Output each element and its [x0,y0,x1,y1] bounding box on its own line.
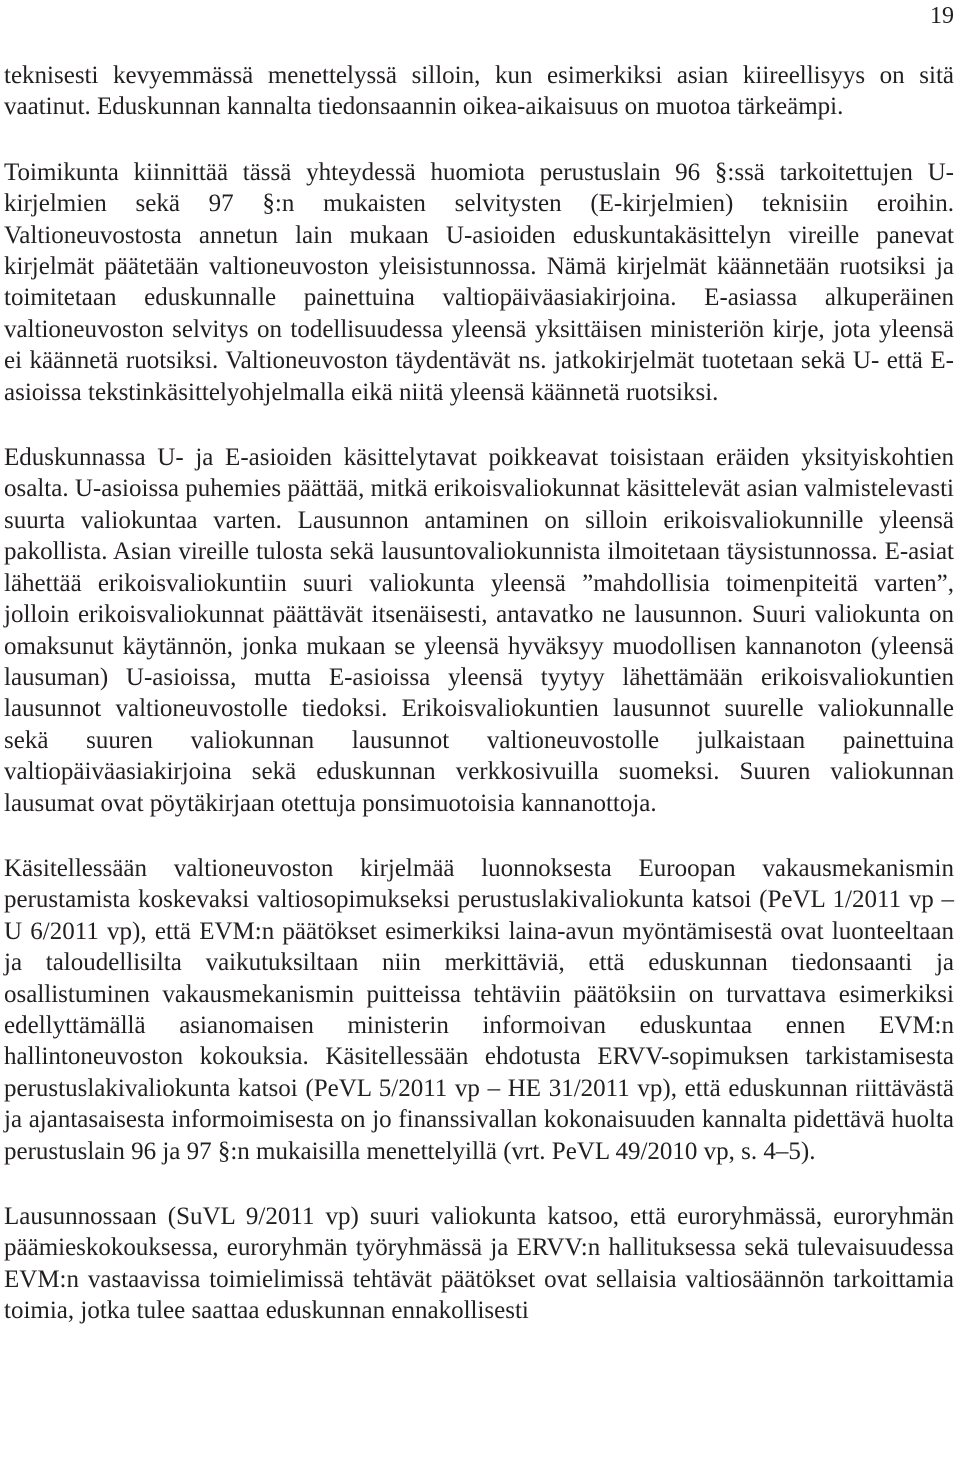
paragraph-5: Lausunnossaan (SuVL 9/2011 vp) suuri valiokunta katsoo, että euroryhmässä, euroryhmän päämieskokouksessa, euroryhmän työryhmässä ja ERVV:n hallituksessa sekä tulevaisuudessa EVM:n vastaavissa toimielimissä tehtävät päätökset ovat sellaisia valtiosäännön tarkoittamia toimia, jotka tulee saattaa eduskunnan ennakollisesti [4,1203,954,1325]
paragraph-4: Käsitellessään valtioneuvoston kirjelmää luonnoksesta Euroopan vakausmekanismin perustamista koskevaksi valtiosopimukseksi perustuslakivaliokunta katsoi (PeVL 1/2011 vp – U 6/2011 vp), että EVM:n päätökset esimerkiksi laina-avun myöntämisestä ovat luonteeltaan ja taloudellisilta vaikutuksiltaan niin merkittäviä, että eduskunnan tiedonsaanti ja osallistuminen vakausmekanismin puitteissa tehtäviin päätöksiin on turvattava esimerkiksi edellyttämällä asianomaisen ministerin informoivan eduskuntaa ennen EVM:n hallintoneuvoston kokouksia. Käsitellessään ehdotusta ERVV-sopimuksen tarkistamisesta perustuslakivaliokunta katsoi (PeVL 5/2011 vp – HE 31/2011 vp), että eduskunnan riittävästä ja ajantasaisesta informoimisesta on jo finanssivallan kokonaisuuden kannalta pidettävä huolta perustuslain 96 ja 97 §:n mukaisilla menettelyillä (vrt. PeVL 49/2010 vp, s. 4–5). [4,854,954,1165]
paragraph-1: teknisesti kevyemmässä menettelyssä silloin, kun esimerkiksi asian kiireellisyys on sitä vaatinut. Eduskunnan kannalta tiedonsaannin oikea-aikaisuus on muotoa tärkeämpi. [4,62,954,121]
body-text [4,60,954,1327]
paragraph-2: Toimikunta kiinnittää tässä yhteydessä huomiota perustuslain 96 §:ssä tarkoitettujen U-kirjelmien sekä 97 §:n mukaisten selvitysten (E-kirjelmien) teknisiin eroihin. Valtioneuvostosta annetun lain mukaan U-asioiden eduskuntakäsittelyn vireille panevat kirjelmät päätetään valtioneuvoston yleisistunnossa. Nämä kirjelmät käännetään ruotsiksi ja toimitetaan eduskunnalle painettuina valtiopäiväasiakirjoina. E-asiassa alkuperäinen valtioneuvoston selvitys on todellisuudessa yleensä yksittäisen ministeriön kirje, jota yleensä ei käännetä ruotsiksi. Valtioneuvoston täydentävät ns. jatkokirjelmät tuotetaan sekä U- että E-asioissa tekstinkäsittelyohjelmalla eikä niitä yleensä käännetä ruotsiksi. [4,158,954,406]
paragraph-3: Eduskunnassa U- ja E-asioiden käsittelytavat poikkeavat toisistaan eräiden yksityiskohtien osalta. U-asioissa puhemies päättää, mitkä erikoisvaliokunnat käsittelevät asian valmistelevasti suurta valiokuntaa varten. Lausunnon antaminen on silloin erikoisvaliokunnille yleensä pakollista. Asian vireille tulosta sekä lausuntovaliokunnista ilmoitetaan täysistunnossa. E-asiat lähettää erikoisvaliokuntiin suuri valiokunta yleensä ”mahdollisia toimenpiteitä varten”, jolloin erikoisvaliokunnat päättävät itsenäisesti, antavatko ne lausunnon. Suuri valiokunta on omaksunut käytännön, jonka mukaan se yleensä hyväksyy muodollisen kannanoton (yleensä lausuman) U-asioissa, mutta E-asioissa yleensä tyytyy lähettämään erikoisvaliokuntien lausunnot valtioneuvostolle tiedoksi. Erikoisvaliokuntien lausunnot suurelle valiokunnalle sekä suuren valiokunnan lausunnot valtioneuvostolle julkaistaan painettuina valtiopäiväasiakirjoina sekä eduskunnan verkkosivuilla suomeksi. Suuren valiokunnan lausumat ovat pöytäkirjaan otettuja ponsimuotoisia kannanottoja. [4,444,954,817]
page-number: 19 [930,3,954,29]
